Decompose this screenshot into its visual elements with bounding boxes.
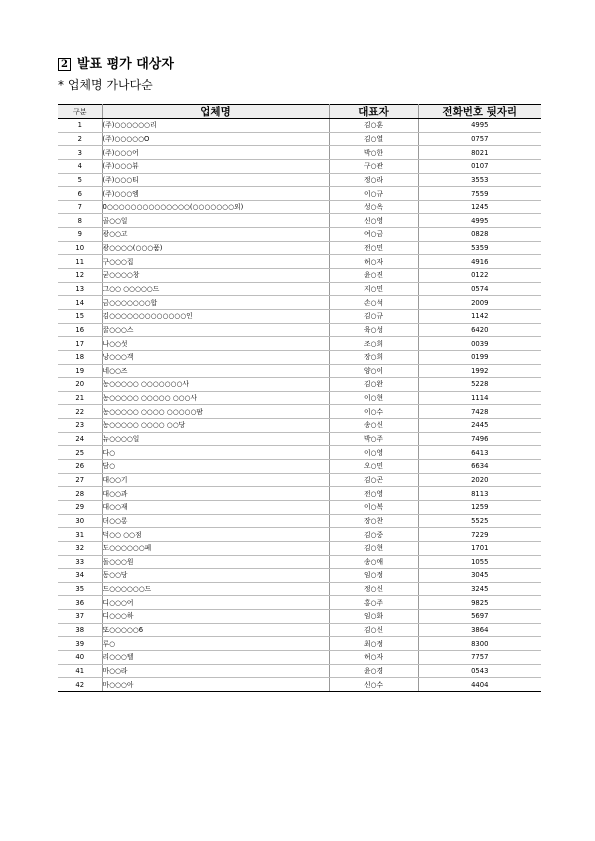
cell-phone-last-digits: 4995 (418, 214, 541, 228)
table-row (58, 173, 541, 187)
table-row (58, 296, 541, 310)
cell-company-name: 더○○롱 (102, 514, 329, 528)
cell-representative: 조○희 (329, 337, 418, 351)
cell-phone-last-digits: 9825 (418, 596, 541, 610)
cell-phone-last-digits: 3045 (418, 569, 541, 583)
cell-company-name: 광○○○○(○○○품) (102, 241, 329, 255)
cell-company-name: 디○○○하 (102, 610, 329, 624)
cell-number: 37 (58, 610, 102, 624)
cell-phone-last-digits: 1259 (418, 500, 541, 514)
cell-number: 32 (58, 541, 102, 555)
cell-representative: 윤○진 (329, 269, 418, 283)
cell-company-name: (주)○○○티 (102, 173, 329, 187)
cell-representative: 윤○경 (329, 664, 418, 678)
cell-number: 25 (58, 446, 102, 460)
cell-phone-last-digits: 0122 (418, 269, 541, 283)
table-row (58, 255, 541, 269)
table-row (58, 241, 541, 255)
cell-company-name: 농○○○○○ ○○○○○ ○○○사 (102, 391, 329, 405)
table-row (58, 350, 541, 364)
cell-company-name: 도○○○○○○페 (102, 541, 329, 555)
cell-representative: 김○훈 (329, 119, 418, 133)
cell-company-name: 금○○○○○○○합 (102, 296, 329, 310)
cell-representative: 양○이 (329, 364, 418, 378)
cell-number: 8 (58, 214, 102, 228)
cell-number: 40 (58, 650, 102, 664)
cell-number: 17 (58, 337, 102, 351)
cell-phone-last-digits: 7229 (418, 528, 541, 542)
cell-phone-last-digits: 4916 (418, 255, 541, 269)
table-row (58, 228, 541, 242)
table-row (58, 269, 541, 283)
cell-representative: 김○완 (329, 378, 418, 392)
cell-number: 30 (58, 514, 102, 528)
cell-number: 39 (58, 637, 102, 651)
cell-number: 20 (58, 378, 102, 392)
table-row (58, 637, 541, 651)
cell-phone-last-digits: 1245 (418, 200, 541, 214)
cell-phone-last-digits: 1055 (418, 555, 541, 569)
table-header-row (58, 105, 541, 119)
cell-representative: 육○성 (329, 323, 418, 337)
cell-number: 11 (58, 255, 102, 269)
table-row (58, 541, 541, 555)
cell-phone-last-digits: 1142 (418, 309, 541, 323)
table-row (58, 187, 541, 201)
cell-company-name: 대○○과 (102, 487, 329, 501)
cell-phone-last-digits: 5228 (418, 378, 541, 392)
cell-phone-last-digits: 4995 (418, 119, 541, 133)
cell-representative: 김○규 (329, 309, 418, 323)
cell-number: 24 (58, 432, 102, 446)
cell-phone-last-digits: 2009 (418, 296, 541, 310)
cell-company-name: 굳○○○○창 (102, 269, 329, 283)
cell-company-name: (주)○○○엠 (102, 187, 329, 201)
cell-number: 18 (58, 350, 102, 364)
cell-company-name: 마○○○아 (102, 678, 329, 692)
cell-number: 23 (58, 419, 102, 433)
cell-company-name: 골○○일 (102, 214, 329, 228)
cell-number: 36 (58, 596, 102, 610)
cell-company-name: 네○○즈 (102, 364, 329, 378)
table-row (58, 309, 541, 323)
cell-representative: 허○자 (329, 255, 418, 269)
table-row (58, 582, 541, 596)
cell-company-name: 그○○ ○○○○○드 (102, 282, 329, 296)
table-row (58, 569, 541, 583)
cell-number: 7 (58, 200, 102, 214)
table-row (58, 119, 541, 133)
cell-company-name: 0○○○○○○○○○○○○○○(○○○○○○○외) (102, 200, 329, 214)
cell-company-name: 담○ (102, 460, 329, 474)
cell-company-name: 드○○○○○○드 (102, 582, 329, 596)
cell-phone-last-digits: 3864 (418, 623, 541, 637)
section-title (58, 53, 174, 72)
table-row (58, 432, 541, 446)
cell-representative: 허○자 (329, 650, 418, 664)
cell-number: 31 (58, 528, 102, 542)
cell-company-name: 농○○○○○ ○○○○○○○사 (102, 378, 329, 392)
cell-representative: 김○곤 (329, 473, 418, 487)
cell-company-name: 낭○○○객 (102, 350, 329, 364)
cell-number: 29 (58, 500, 102, 514)
table-row (58, 378, 541, 392)
table-row (58, 132, 541, 146)
cell-representative: 임○화 (329, 610, 418, 624)
cell-representative: 오○민 (329, 460, 418, 474)
cell-number: 4 (58, 159, 102, 173)
cell-number: 19 (58, 364, 102, 378)
table-row (58, 419, 541, 433)
cell-phone-last-digits: 3245 (418, 582, 541, 596)
cell-phone-last-digits: 2020 (418, 473, 541, 487)
cell-number: 28 (58, 487, 102, 501)
cell-company-name: 대○○기 (102, 473, 329, 487)
cell-representative: 김○신 (329, 623, 418, 637)
table-row (58, 146, 541, 160)
cell-number: 3 (58, 146, 102, 160)
cell-company-name: 김○○○○○○○○○○○○○인 (102, 309, 329, 323)
cell-number: 27 (58, 473, 102, 487)
cell-representative: 지○민 (329, 282, 418, 296)
cell-phone-last-digits: 0574 (418, 282, 541, 296)
table-row (58, 623, 541, 637)
cell-representative: 박○주 (329, 432, 418, 446)
cell-phone-last-digits: 0828 (418, 228, 541, 242)
cell-number: 16 (58, 323, 102, 337)
table-row (58, 337, 541, 351)
cell-representative: 장○찬 (329, 514, 418, 528)
cell-representative: 이○현 (329, 391, 418, 405)
cell-phone-last-digits: 0039 (418, 337, 541, 351)
cell-number: 6 (58, 187, 102, 201)
cell-number: 33 (58, 555, 102, 569)
table-row (58, 405, 541, 419)
cell-company-name: 농○○○○○ ○○○○ ○○당 (102, 419, 329, 433)
sort-note: * 업체명 가나다순 (58, 78, 153, 92)
cell-phone-last-digits: 8021 (418, 146, 541, 160)
cell-phone-last-digits: 7428 (418, 405, 541, 419)
cell-phone-last-digits: 7757 (418, 650, 541, 664)
cell-phone-last-digits: 4404 (418, 678, 541, 692)
cell-company-name: 덕○○ ○○점 (102, 528, 329, 542)
cell-phone-last-digits: 5697 (418, 610, 541, 624)
table-row (58, 650, 541, 664)
cell-number: 34 (58, 569, 102, 583)
table-row (58, 555, 541, 569)
cell-number: 14 (58, 296, 102, 310)
cell-number: 2 (58, 132, 102, 146)
section-title-text: 발표 평가 대상자 (76, 57, 174, 72)
cell-company-name: 디○○○어 (102, 596, 329, 610)
cell-number: 1 (58, 119, 102, 133)
cell-representative: 송○애 (329, 555, 418, 569)
table-row (58, 596, 541, 610)
cell-company-name: (주)○○○○○O (102, 132, 329, 146)
cell-phone-last-digits: 0543 (418, 664, 541, 678)
cell-phone-last-digits: 6420 (418, 323, 541, 337)
cell-representative: 이○규 (329, 187, 418, 201)
cell-representative: 정○신 (329, 582, 418, 596)
cell-number: 22 (58, 405, 102, 419)
header-company-name: 업체명 (102, 105, 329, 119)
cell-company-name: 뉴○○○○일 (102, 432, 329, 446)
cell-representative: 김○열 (329, 132, 418, 146)
cell-representative: 이○수 (329, 405, 418, 419)
cell-phone-last-digits: 8113 (418, 487, 541, 501)
cell-representative: 정○라 (329, 173, 418, 187)
cell-representative: 여○금 (329, 228, 418, 242)
cell-representative: 성○옥 (329, 200, 418, 214)
cell-representative: 이○복 (329, 500, 418, 514)
table-row (58, 200, 541, 214)
cell-company-name: 대○○재 (102, 500, 329, 514)
vendor-table (58, 104, 541, 692)
cell-number: 41 (58, 664, 102, 678)
table-row (58, 282, 541, 296)
cell-company-name: (주)○○○어 (102, 146, 329, 160)
cell-representative: 전○민 (329, 241, 418, 255)
cell-representative: 홍○주 (329, 596, 418, 610)
cell-phone-last-digits: 5359 (418, 241, 541, 255)
cell-phone-last-digits: 5525 (418, 514, 541, 528)
cell-representative: 최○정 (329, 637, 418, 651)
cell-phone-last-digits: 8300 (418, 637, 541, 651)
cell-company-name: 동○○당 (102, 569, 329, 583)
cell-number: 5 (58, 173, 102, 187)
cell-company-name: 구○○○집 (102, 255, 329, 269)
cell-company-name: 또○○○○○6 (102, 623, 329, 637)
table-body (58, 119, 541, 692)
cell-representative: 전○영 (329, 487, 418, 501)
cell-phone-last-digits: 0757 (418, 132, 541, 146)
table-row (58, 214, 541, 228)
cell-phone-last-digits: 0107 (418, 159, 541, 173)
table-row (58, 460, 541, 474)
cell-company-name: 다○ (102, 446, 329, 460)
cell-number: 13 (58, 282, 102, 296)
cell-company-name: 광○○고 (102, 228, 329, 242)
cell-number: 10 (58, 241, 102, 255)
cell-company-name: 꿀○○○스 (102, 323, 329, 337)
cell-phone-last-digits: 7496 (418, 432, 541, 446)
cell-phone-last-digits: 6413 (418, 446, 541, 460)
cell-number: 26 (58, 460, 102, 474)
table-row (58, 473, 541, 487)
header-no: 구분 (58, 105, 102, 119)
table-row (58, 500, 541, 514)
cell-number: 35 (58, 582, 102, 596)
table-row (58, 514, 541, 528)
cell-representative: 신○영 (329, 214, 418, 228)
cell-representative: 송○신 (329, 419, 418, 433)
cell-representative: 이○영 (329, 446, 418, 460)
cell-company-name: 나○○섯 (102, 337, 329, 351)
cell-number: 12 (58, 269, 102, 283)
header-representative: 대표자 (329, 105, 418, 119)
cell-number: 42 (58, 678, 102, 692)
cell-representative: 구○관 (329, 159, 418, 173)
cell-company-name: (주)○○○뷰 (102, 159, 329, 173)
table-row (58, 487, 541, 501)
header-phone-last-digits: 전화번호 뒷자리 (418, 105, 541, 119)
cell-representative: 임○정 (329, 569, 418, 583)
table-row (58, 446, 541, 460)
table-row (58, 678, 541, 692)
cell-number: 9 (58, 228, 102, 242)
cell-representative: 박○한 (329, 146, 418, 160)
cell-number: 15 (58, 309, 102, 323)
cell-phone-last-digits: 3553 (418, 173, 541, 187)
table-row (58, 159, 541, 173)
table-row (58, 664, 541, 678)
cell-phone-last-digits: 0199 (418, 350, 541, 364)
cell-company-name: 리○○○텔 (102, 650, 329, 664)
table-row (58, 364, 541, 378)
cell-phone-last-digits: 2445 (418, 419, 541, 433)
cell-phone-last-digits: 1701 (418, 541, 541, 555)
cell-representative: 장○희 (329, 350, 418, 364)
cell-phone-last-digits: 1114 (418, 391, 541, 405)
section-number-box: 2 (58, 58, 71, 71)
cell-phone-last-digits: 1992 (418, 364, 541, 378)
cell-representative: 김○현 (329, 541, 418, 555)
cell-company-name: 마○○라 (102, 664, 329, 678)
cell-company-name: (주)○○○○○○리 (102, 119, 329, 133)
table-row (58, 391, 541, 405)
cell-company-name: 농○○○○○ ○○○○ ○○○○○팜 (102, 405, 329, 419)
cell-company-name: 돌○○○원 (102, 555, 329, 569)
cell-number: 38 (58, 623, 102, 637)
cell-company-name: 루○ (102, 637, 329, 651)
cell-number: 21 (58, 391, 102, 405)
cell-representative: 김○중 (329, 528, 418, 542)
cell-phone-last-digits: 7559 (418, 187, 541, 201)
cell-representative: 손○석 (329, 296, 418, 310)
cell-representative: 신○수 (329, 678, 418, 692)
table-row (58, 323, 541, 337)
cell-phone-last-digits: 6634 (418, 460, 541, 474)
table-row (58, 528, 541, 542)
table-row (58, 610, 541, 624)
